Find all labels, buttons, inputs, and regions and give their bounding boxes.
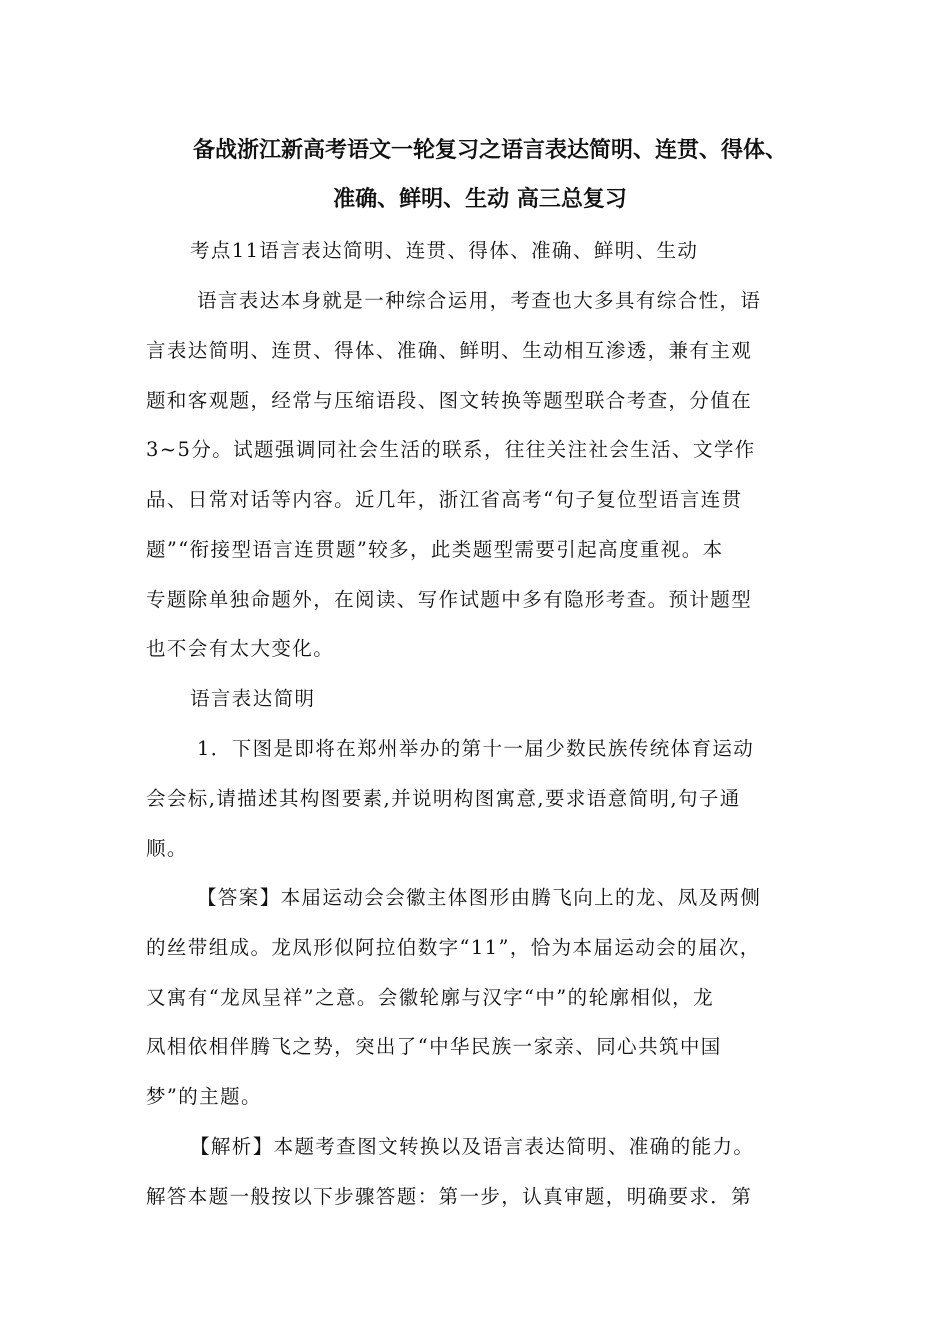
section-heading: 语言表达简明 bbox=[190, 687, 316, 710]
document-title-line-2: 准确、鲜明、生动 高三总复习 bbox=[333, 187, 627, 212]
answer-line: 又寓有“龙凤呈祥”之意。会徽轮廓与汉字“中”的轮廓相似，龙 bbox=[146, 986, 714, 1009]
intro-line: 题和客观题，经常与压缩语段、图文转换等题型联合考查，分值在 bbox=[146, 389, 753, 412]
intro-line: 3~5分。试题强调同社会生活的联系，往往关注社会生活、文学作 bbox=[146, 438, 756, 461]
question-line: 会会标,请描述其构图要素,并说明构图寓意,要求语意简明,句子通 bbox=[146, 787, 741, 810]
question-line: 顺。 bbox=[146, 837, 188, 860]
intro-line: 也不会有太大变化。 bbox=[146, 637, 335, 660]
intro-line: 专题除单独命题外，在阅读、写作试题中多有隐形考查。预计题型 bbox=[146, 588, 753, 611]
intro-line: 题”“衔接型语言连贯题”较多，此类题型需要引起高度重视。本 bbox=[146, 538, 724, 561]
intro-line: 言表达简明、连贯、得体、准确、鲜明、生动相互渗透，兼有主观 bbox=[146, 339, 753, 362]
document-title-line-1: 备战浙江新高考语文一轮复习之语言表达简明、连贯、得体、 bbox=[192, 138, 787, 163]
analysis-line: 解答本题一般按以下步骤答题：第一步，认真审题，明确要求．第 bbox=[146, 1185, 753, 1208]
answer-line: 凤相依相伴腾飞之势，突出了“中华民族一家亲、同心共筑中国 bbox=[146, 1035, 722, 1058]
intro-line: 语言表达本身就是一种综合运用，考查也大多具有综合性，语 bbox=[197, 289, 762, 312]
answer-line: 的丝带组成。龙凤形似阿拉伯数字“11”，恰为本届运动会的届次， bbox=[146, 936, 761, 959]
intro-line: 品、日常对话等内容。近几年，浙江省高考“句子复位型语言连贯 bbox=[146, 488, 743, 511]
question-line: 1．下图是即将在郑州举办的第十一届少数民族传统体育运动 bbox=[197, 737, 755, 760]
answer-line: 梦”的主题。 bbox=[146, 1085, 262, 1108]
subheading: 考点11语言表达简明、连贯、得体、准确、鲜明、生动 bbox=[190, 239, 699, 262]
analysis-line: 【解析】本题考查图文转换以及语言表达简明、准确的能力。 bbox=[190, 1135, 755, 1158]
answer-line: 【答案】本届运动会会徽主体图形由腾飞向上的龙、凤及两侧 bbox=[197, 886, 762, 909]
